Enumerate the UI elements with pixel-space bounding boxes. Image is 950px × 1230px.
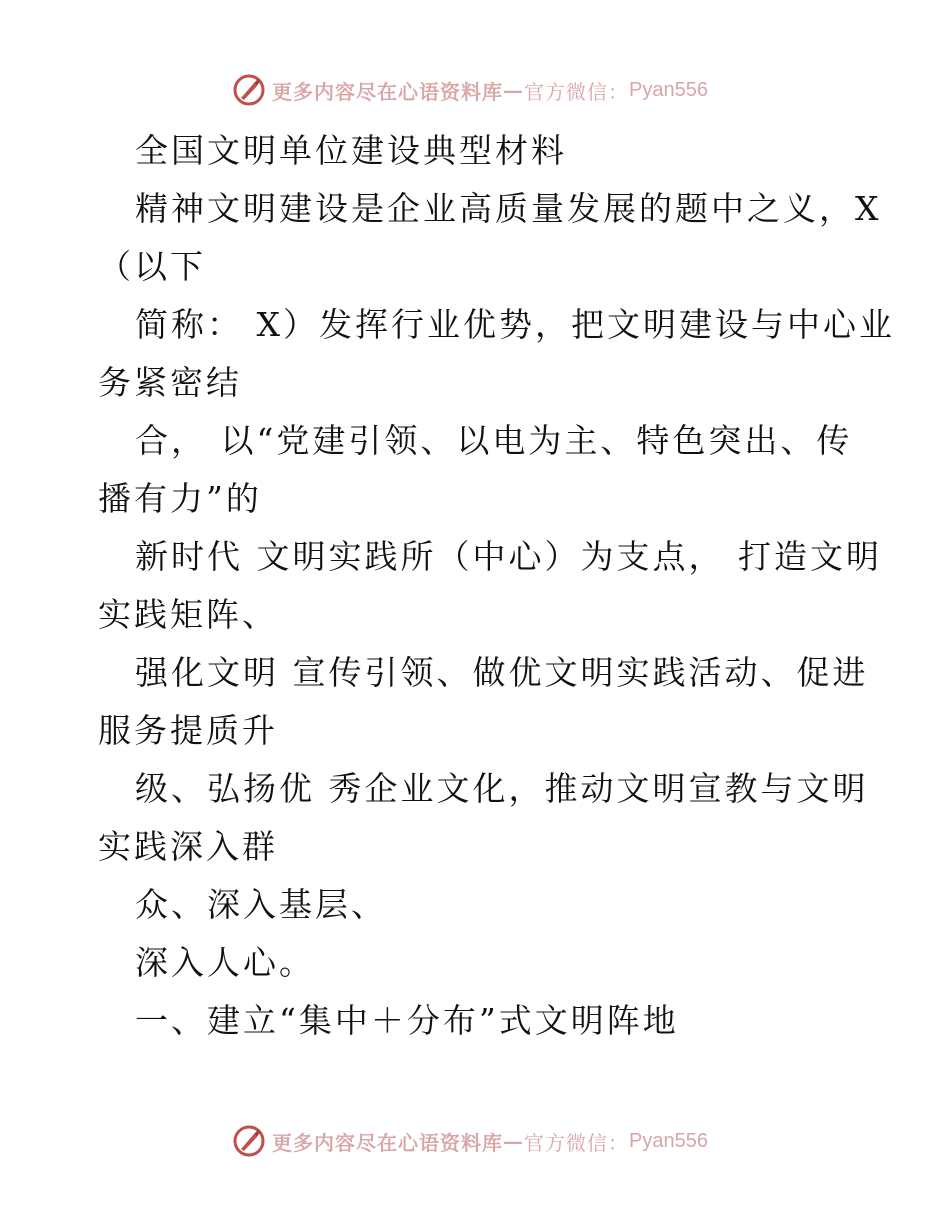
watermark-text: 更多内容尽在心语资料库	[272, 1130, 503, 1155]
document-title: 全国文明单位建设典型材料	[135, 131, 567, 170]
watermark-header	[232, 70, 708, 110]
watermark-dash: —	[503, 1129, 524, 1153]
paragraph-line: 级、弘扬优 秀企业文化，推动文明宣教与文明	[135, 769, 869, 808]
paragraph-line: 精神文明建设是企业高质量发展的题中之义，X	[135, 189, 882, 228]
pen-logo-icon	[232, 73, 266, 107]
watermark-wechat-id: Pyan556	[629, 78, 708, 101]
paragraph-line: 深入人心。	[135, 943, 315, 982]
paragraph-line: 合， 以“党建引领、以电为主、特色突出、传	[135, 421, 853, 460]
paragraph-line: 新时代 文明实践所（中心）为支点， 打造文明	[135, 537, 882, 576]
paragraph-line: 简称： X）发挥行业优势，把文明建设与中心业	[135, 305, 895, 344]
pen-logo-icon	[232, 1124, 266, 1158]
document-body	[98, 122, 898, 1050]
watermark-text: 更多内容尽在心语资料库	[272, 79, 503, 104]
paragraph-line: 实践矩阵、	[98, 595, 278, 634]
watermark-footer	[232, 1121, 708, 1161]
section-heading: 一、建立“集中＋分布”式文明阵地	[135, 1001, 679, 1040]
watermark-dash: —	[503, 78, 524, 102]
watermark-wechat-label: 官方微信：	[524, 1130, 629, 1155]
paragraph-line: 播有力”的	[98, 479, 262, 518]
paragraph-line: （以下	[98, 247, 206, 286]
paragraph-line: 务紧密结	[98, 363, 242, 402]
paragraph-line: 服务提质升	[98, 711, 278, 750]
paragraph-line: 实践深入群	[98, 827, 278, 866]
paragraph-line: 强化文明 宣传引领、做优文明实践活动、促进	[135, 653, 869, 692]
watermark-wechat-label: 官方微信：	[524, 79, 629, 104]
paragraph-line: 众、深入基层、	[135, 885, 387, 924]
watermark-wechat-id: Pyan556	[629, 1129, 708, 1152]
